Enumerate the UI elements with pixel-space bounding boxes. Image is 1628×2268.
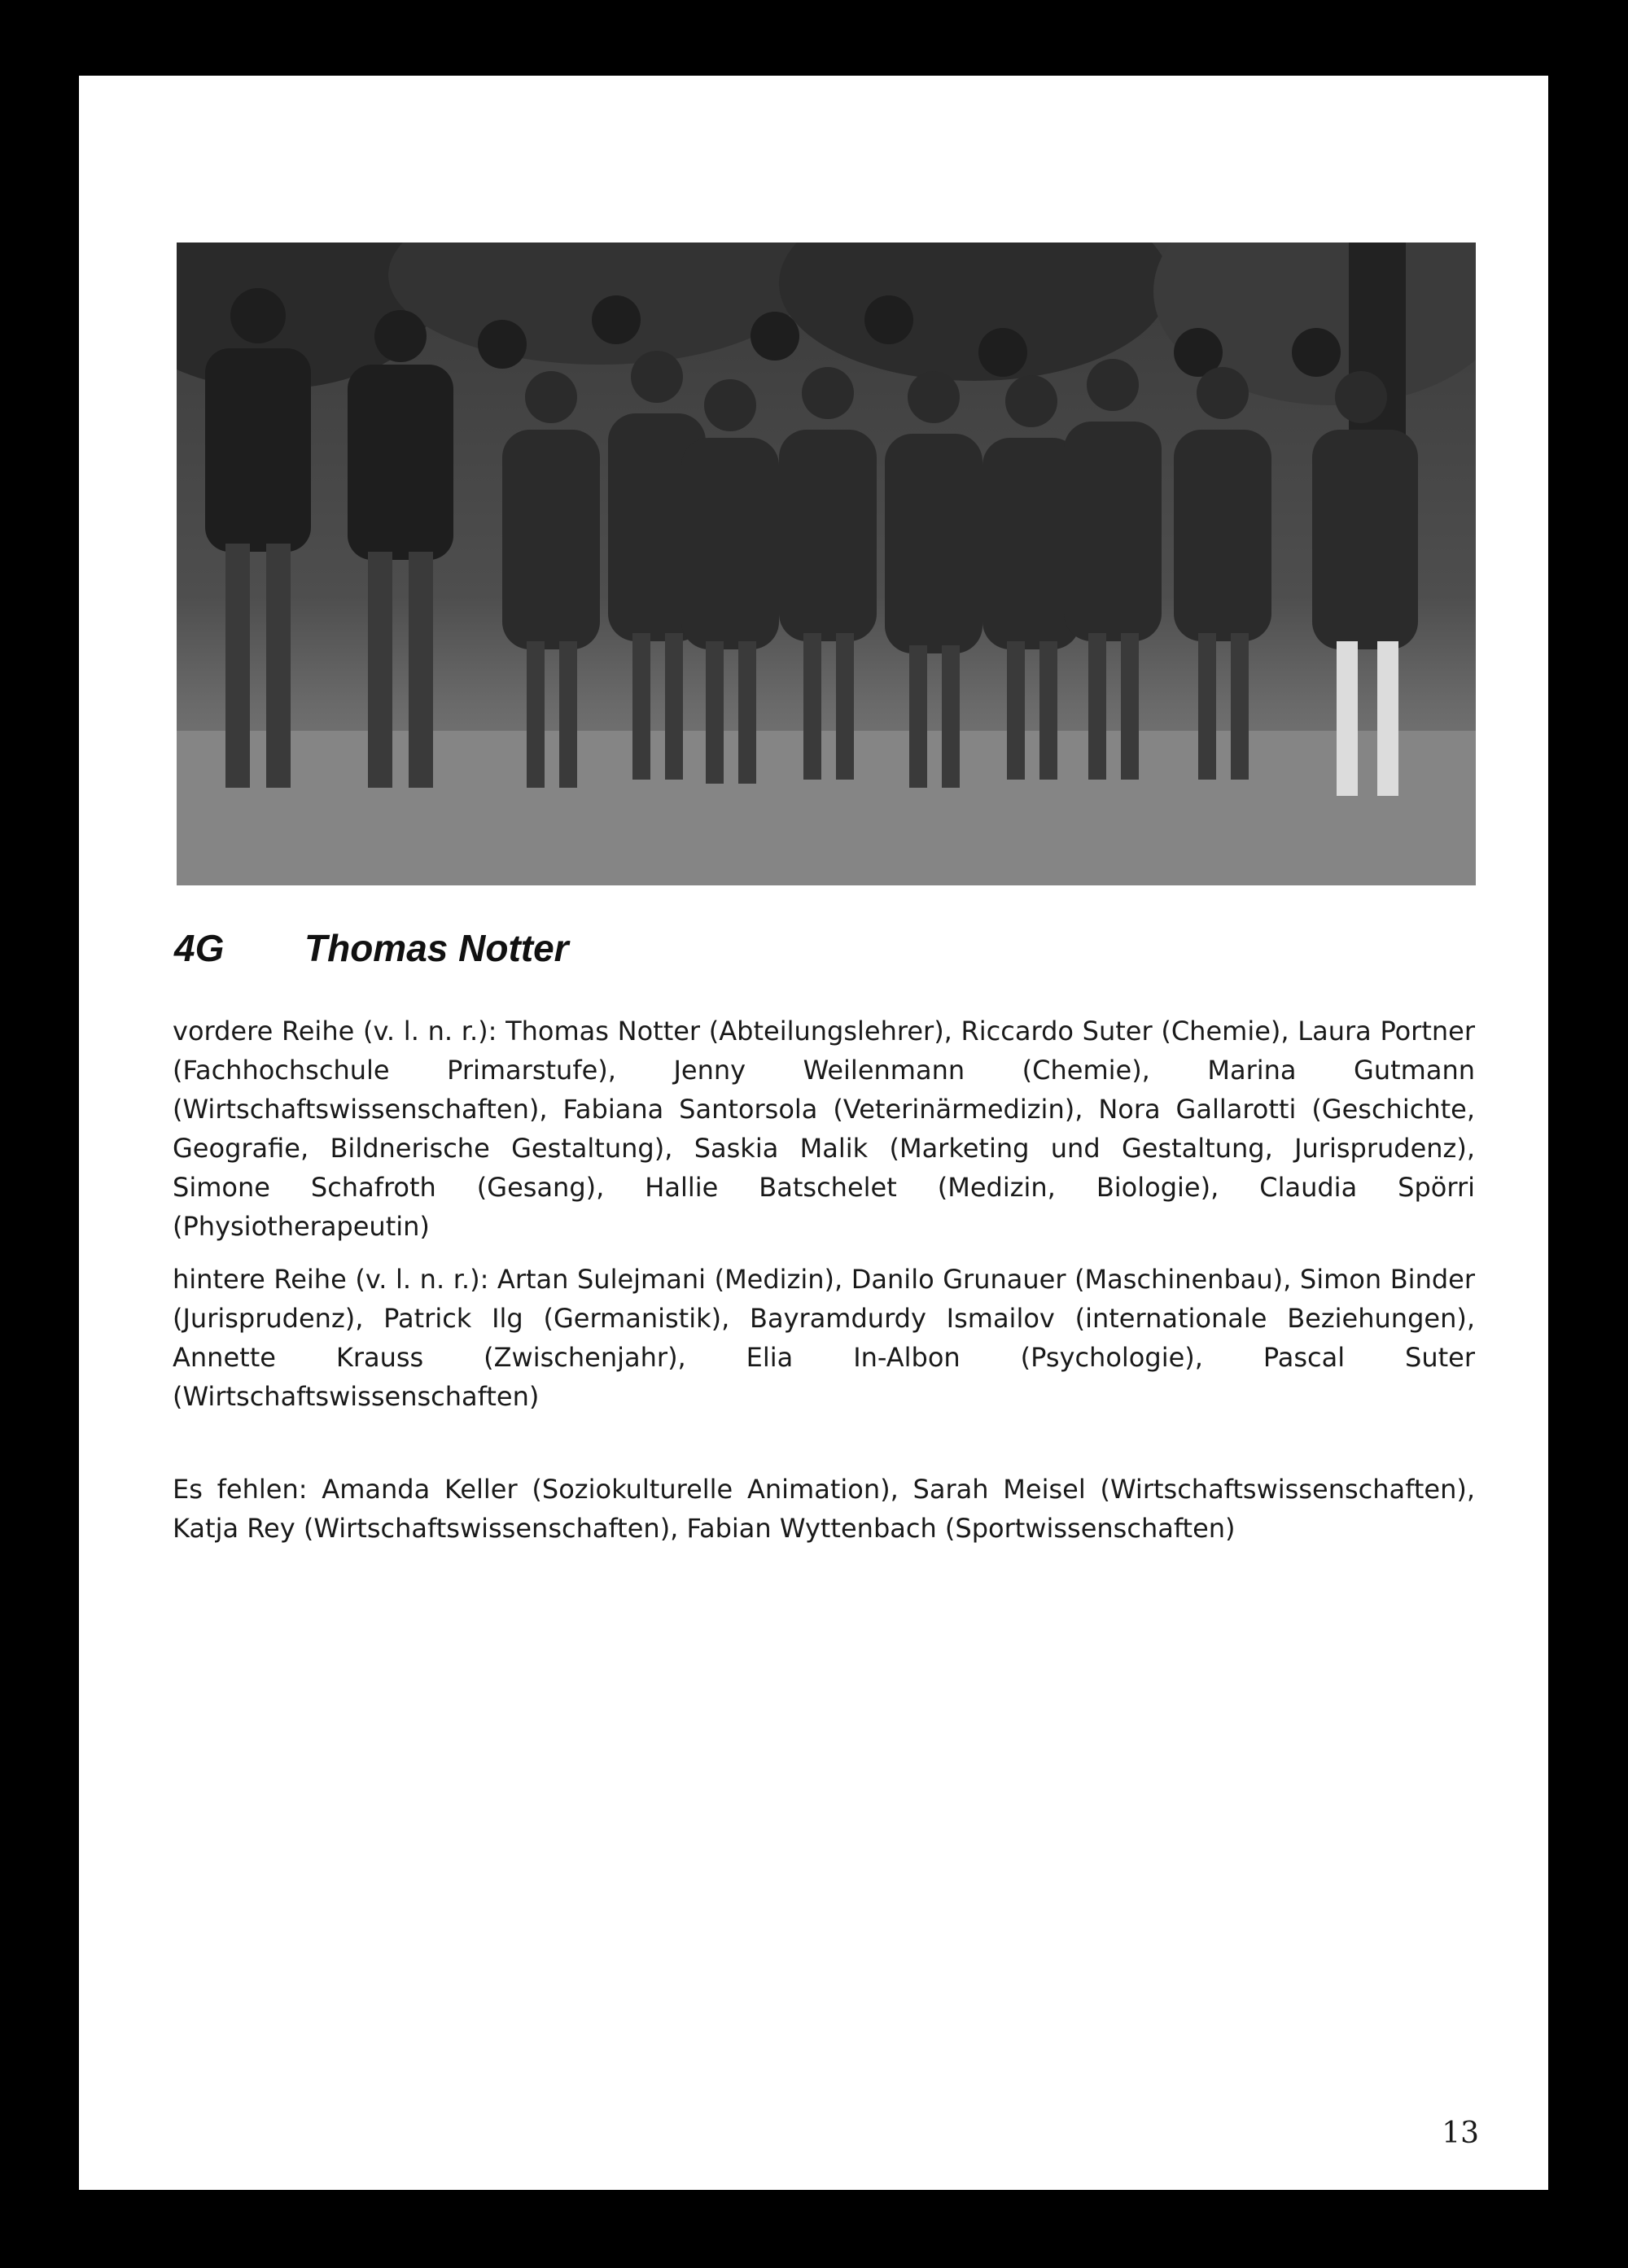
page-number: 13 <box>1442 2117 1479 2150</box>
front-row-paragraph: vordere Reihe (v. l. n. r.): Thomas Notter (Abteilungslehrer), Riccardo Suter (Chemie), Laura Portner (Fachhochschule Primarstufe), Jenny Weilenmann (Chemie), Marina Gutmann (Wirtschaftswissenschaften), Fabiana Santorsola (Veterinärmedizin), Nora Gallarotti (Geschichte, Geografie, Bildnerische Gestaltung), Saskia Malik (Marketing und Gestaltung, Jurisprudenz), Simone Schafroth (Gesang), Hallie Batschelet (Medizin, Biologie), Claudia Spörri (Physiotherapeutin) <box>173 1016 1475 1242</box>
class-code: 4G <box>174 927 225 969</box>
document-page <box>79 76 1548 2190</box>
missing-students-paragraph: Es fehlen: Amanda Keller (Soziokulturelle Animation), Sarah Meisel (Wirtschaftswissenschaften), Katja Rey (Wirtschaftswissenschaften), Fabian Wyttenbach (Sportwissenschaften) <box>173 1474 1475 1544</box>
class-heading <box>174 920 569 977</box>
teacher-name: Thomas Notter <box>304 927 569 969</box>
class-group-photo <box>177 243 1476 885</box>
group-photo-icon <box>177 243 1476 885</box>
back-row-paragraph: hintere Reihe (v. l. n. r.): Artan Sulejmani (Medizin), Danilo Grunauer (Maschinenbau), Simon Binder (Jurisprudenz), Patrick Ilg (Germanistik), Bayramdurdy Ismailov (internationale Beziehungen), Annette Krauss (Zwischenjahr), Elia In-Albon (Psychologie), Pascal Suter (Wirtschaftswissenschaften) <box>173 1264 1475 1412</box>
